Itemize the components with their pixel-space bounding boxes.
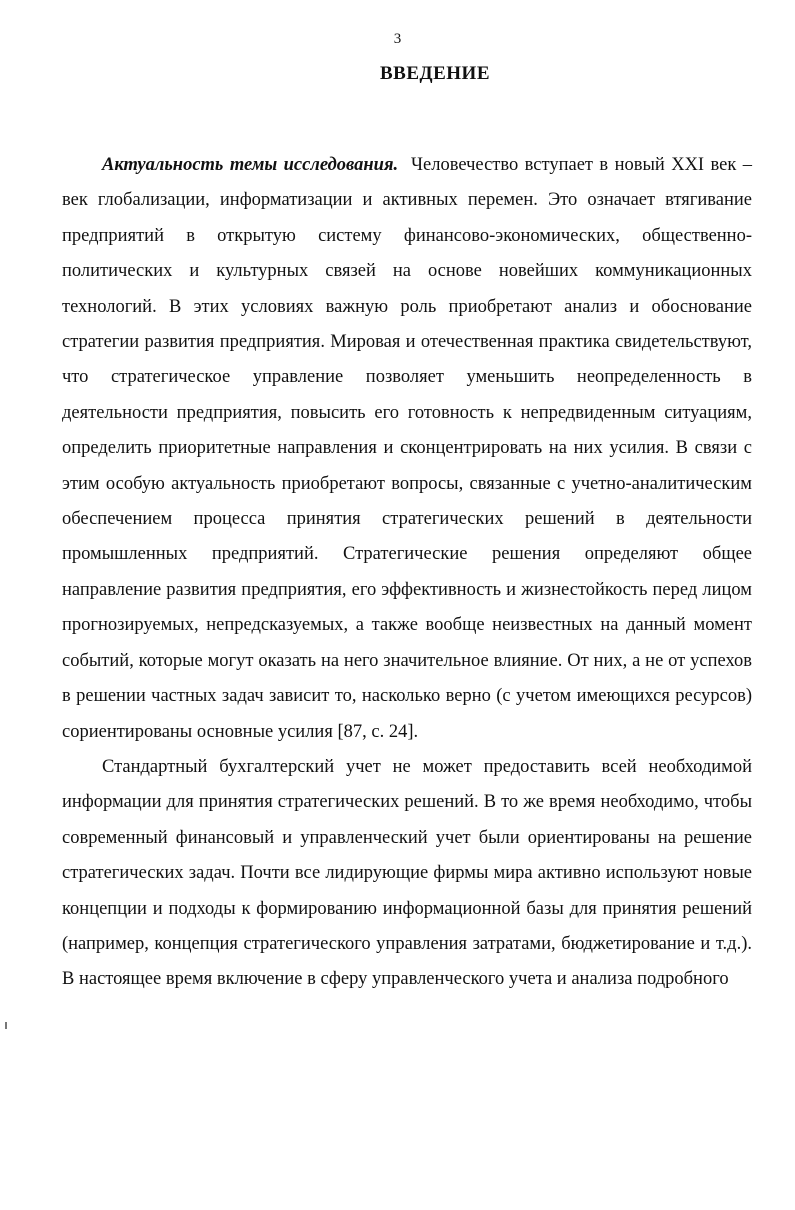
paragraph-1-text: Человечество вступает в новый XXI век – век глобализации, информатизации и активных перемен. Это означает втягивание предприятий в открытую систему финансово-экономических, общественно-политических и культурных связей на основе новейших коммуникационных технологий. В этих условиях важную роль приобретают анализ и обоснование стратегии развития предприятия. Мировая и отечественная практика свидетельствуют, что стратегическое управление позволяет уменьшить неопределенность в деятельности предприятия, повысить его готовность к непредвиденным ситуациям, определить приоритетные направления и сконцентрировать на них усилия. В связи с этим особую актуальность приобретают вопросы, связанные с учетно-аналитическим обеспечением процесса принятия стратегических решений в деятельности промышленных предприятий. Стратегические решения определяют общее направление развития предприятия, его эффективность и жизнестойкость перед лицом прогнозируемых, непредсказуемых, а также вообще неизвестных на данный момент событий, которые могут оказать на него значительное влияние. От них, а не от успехов в решении частных задач зависит то, насколько верно (с учетом имеющихся ресурсов) сориентированы основные усилия [87, с. 24]. — [62, 155, 753, 742]
page-number: 3 — [393, 31, 402, 47]
paragraph-1 — [62, 148, 752, 750]
body-text — [62, 148, 752, 998]
paragraph-1-lead: Актуальность темы исследования. — [102, 155, 399, 175]
lead-spacer — [398, 155, 411, 175]
paragraph-2: Стандартный бухгалтерский учет не может предоставить всей необходимой информации для принятия стратегических решений. В то же время необходимо, чтобы современный финансовый и управленческий учет были ориентированы на решение стратегических задач. Почти все лидирующие фирмы мира активно используют новые концепции и подходы к формированию информационной базы для принятия решений (например, концепция стратегического управления затратами, бюджетирование и т.д.). В настоящее время включение в сферу управленческого учета и анализа подробного — [62, 756, 752, 990]
page-title: ВВЕДЕНИЕ — [380, 63, 490, 84]
scan-artifact-mark — [5, 1022, 7, 1029]
